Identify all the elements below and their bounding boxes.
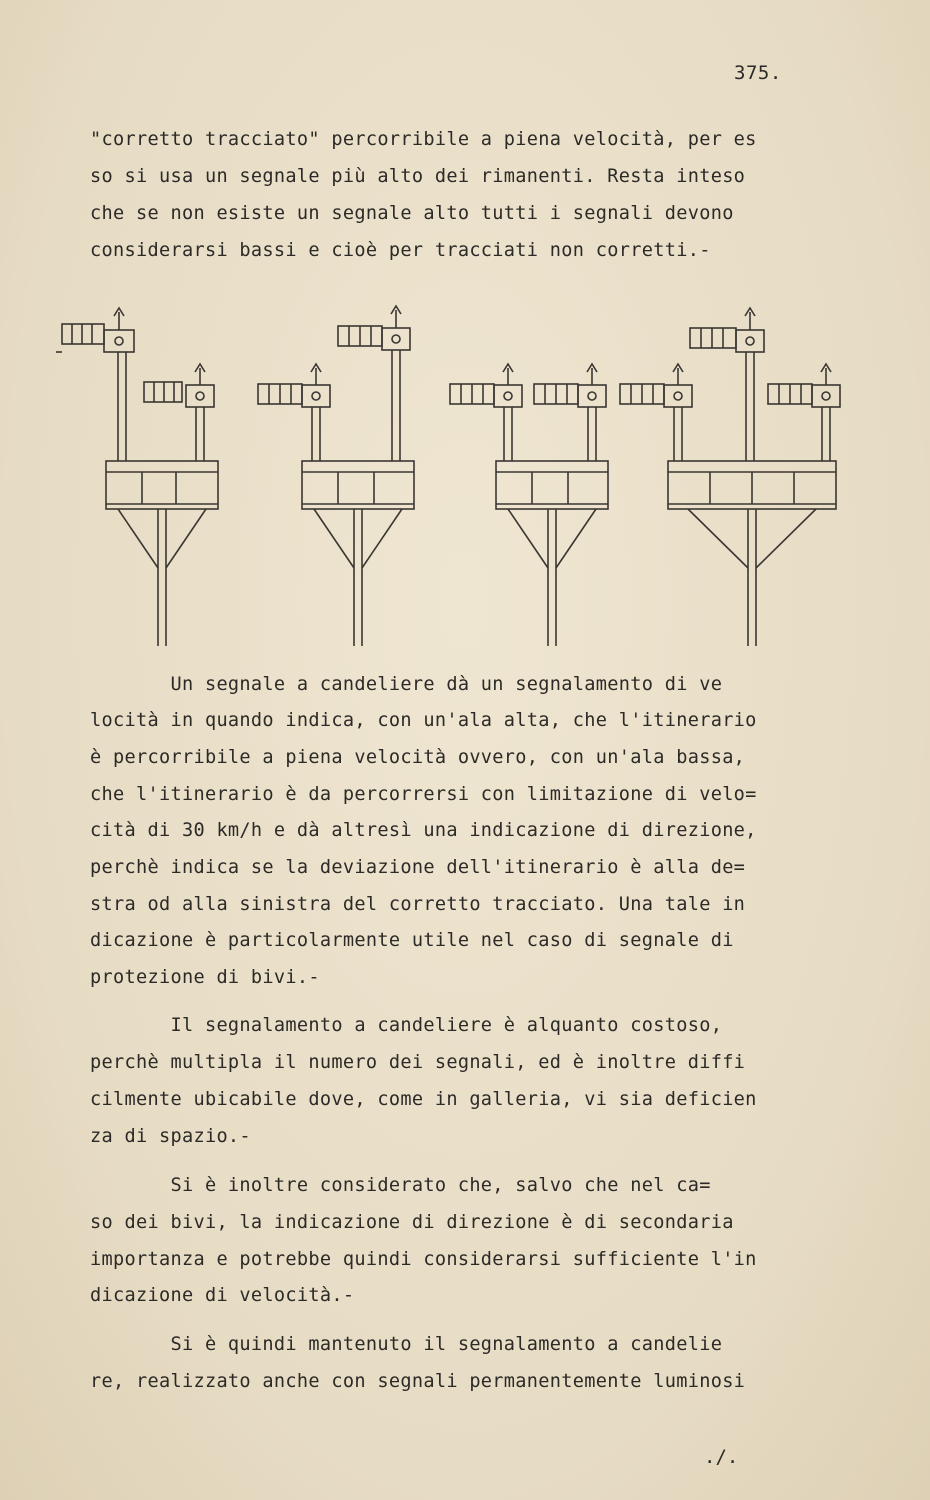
text-line: perchè indica se la deviazione dell'itinerario è alla de= — [90, 857, 746, 878]
text-line: locità in quando indica, con un'ala alta, che l'itinerario — [90, 710, 757, 731]
text-line: considerarsi bassi e cioè per tracciati non corretti.- — [90, 240, 711, 261]
text-line: Il segnalamento a candeliere è alquanto costoso, — [90, 1015, 723, 1036]
high-arm-lamp — [104, 330, 134, 352]
lamp-icon — [746, 337, 754, 345]
text-line: che l'itinerario è da percorrersi con limitazione di velo= — [90, 784, 757, 805]
signal-group-4 — [620, 308, 840, 646]
text-line: "corretto tracciato" percorribile a piena velocità, per es — [90, 129, 757, 150]
text-line: so dei bivi, la indicazione di direzione è di secondaria — [90, 1212, 734, 1233]
signal-bridge — [302, 461, 414, 509]
lamp-icon — [822, 392, 830, 400]
lamp-icon — [674, 392, 682, 400]
signal-bridge — [106, 461, 218, 509]
signal-bridge — [496, 461, 608, 509]
text-line: dicazione è particolarmente utile nel caso di segnale di — [90, 930, 734, 951]
text-line: za di spazio.- — [90, 1126, 251, 1147]
candelabra-signals-figure — [56, 296, 856, 676]
lamp-icon — [392, 335, 400, 343]
text-line: Si è inoltre considerato che, salvo che nel ca= — [90, 1175, 711, 1196]
continuation-mark: ./. — [704, 1446, 739, 1468]
high-arm-lamp — [736, 330, 764, 352]
low-arm-lamp — [578, 385, 606, 407]
low-arm-lamp — [302, 385, 330, 407]
text-line: Si è quindi mantenuto il segnalamento a candelie — [90, 1334, 723, 1355]
low-arm-plate — [144, 382, 182, 402]
signal-group-1 — [62, 308, 218, 646]
text-line: perchè multipla il numero dei segnali, ed è inoltre diffi — [90, 1052, 746, 1073]
page-number: 375. — [734, 62, 782, 84]
lamp-icon — [196, 392, 204, 400]
text-line: so si usa un segnale più alto dei rimanenti. Resta inteso — [90, 166, 746, 187]
text-line: protezione di bivi.- — [90, 967, 320, 988]
signal-group-2 — [258, 306, 414, 646]
text-line: che se non esiste un segnale alto tutti i segnali devono — [90, 203, 734, 224]
text-line: importanza e potrebbe quindi considerarsi sufficiente l'in — [90, 1249, 757, 1270]
lamp-icon — [504, 392, 512, 400]
text-line: stra od alla sinistra del corretto tracciato. Una tale in — [90, 894, 746, 915]
text-line: re, realizzato anche con segnali permanentemente luminosi — [90, 1371, 746, 1392]
text-line: è percorribile a piena velocità ovvero, con un'ala bassa, — [90, 747, 746, 768]
low-arm-lamp — [494, 385, 522, 407]
text-line: Un segnale a candeliere dà un segnalamento di ve — [90, 674, 723, 695]
high-arm-plate — [690, 328, 736, 348]
low-arm-lamp — [812, 385, 840, 407]
low-arm-lamp — [664, 385, 692, 407]
text-line: cilmente ubicabile dove, come in galleria, vi sia deficien — [90, 1089, 757, 1110]
high-arm-plate — [62, 324, 104, 344]
high-arm-lamp — [382, 328, 410, 350]
lamp-icon — [115, 337, 123, 345]
text-line: dicazione di velocità.- — [90, 1285, 355, 1306]
lamp-icon — [312, 392, 320, 400]
low-arm-lamp — [186, 385, 214, 407]
signals-drawing — [56, 296, 856, 676]
lamp-icon — [588, 392, 596, 400]
signal-group-3 — [450, 364, 608, 646]
text-line: cità di 30 km/h e dà altresì una indicazione di direzione, — [90, 820, 757, 841]
